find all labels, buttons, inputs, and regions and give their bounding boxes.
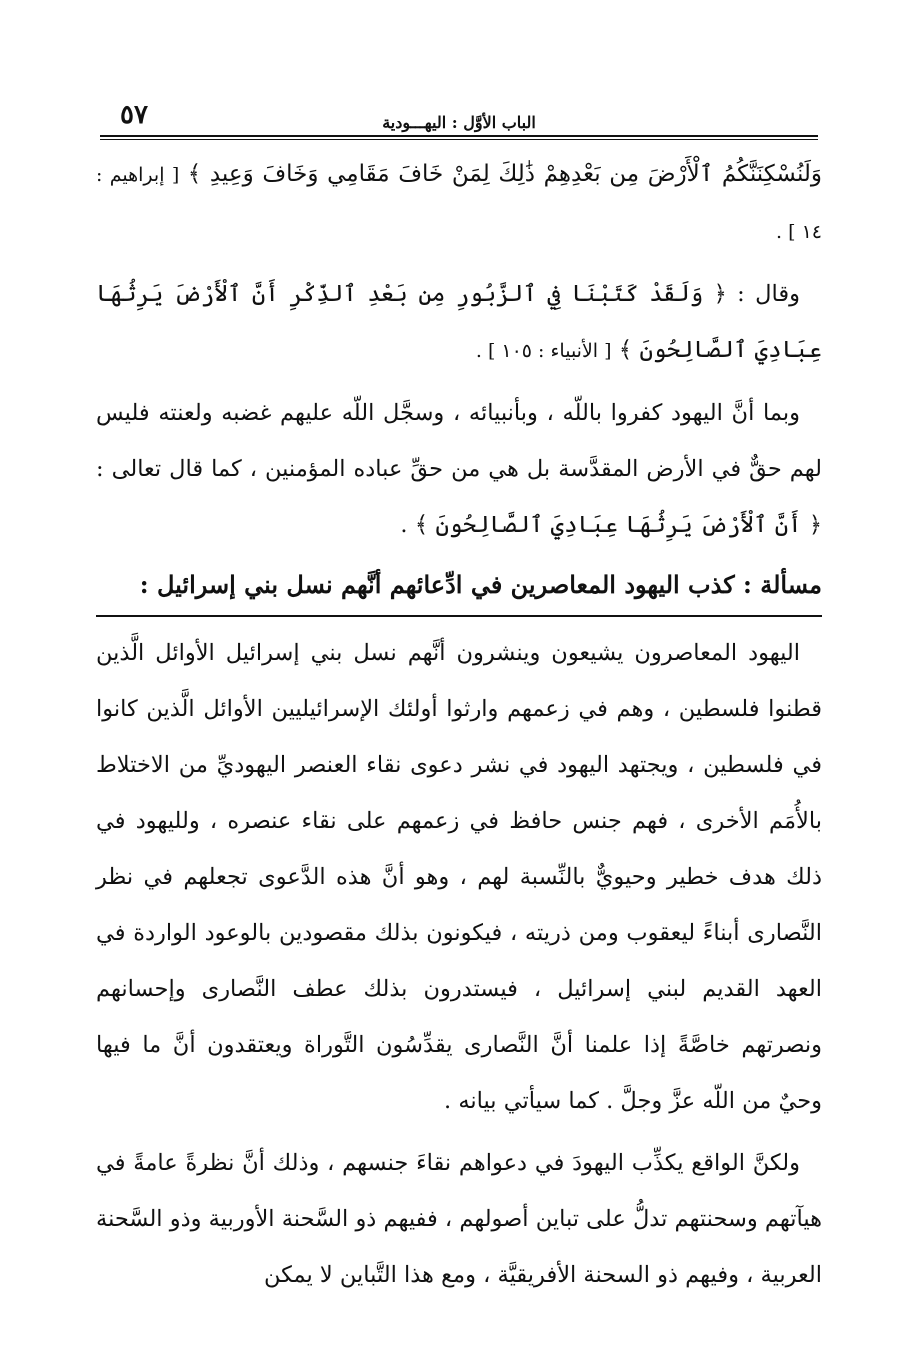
ayah-reference: [ الأنبياء : ١٠٥ ] . (475, 340, 612, 362)
running-title: الباب الأوَّل : اليهـــودية (382, 113, 536, 132)
paragraph-land-right (96, 385, 822, 553)
ayah-text: أَنَّ ٱلْأَرْضَ يَرِثُهَا عِبَادِيَ ٱلصَّالِحُونَ ﴾ (414, 512, 802, 538)
quote-intro: وقال : ﴿ (713, 281, 800, 307)
paragraph-text: وبما أنَّ اليهود كفروا باللّه ، وبأنبيائه ، وسجَّل اللّه عليهم غضبه ولعنته فليس لهم حقٌّ في الأرض المقدَّسة بل هي من حقِّ عباده المؤمنين ، كما قال تعالى : ﴿ (96, 400, 822, 538)
header-rule (100, 135, 818, 140)
page-body (96, 146, 822, 1309)
quran-quote-anbiya (96, 266, 822, 379)
page-number: ٥٧ (120, 100, 148, 130)
ayah-text: وَلَنُسْكِنَنَّكُمُ ٱلْأَرْضَ مِن بَعْدِهِمْ ذَٰلِكَ لِمَنْ خَافَ مَقَامِي وَخَافَ وَعِيدِ ﴾ (187, 161, 823, 187)
ayah-text: وَلَقَدْ كَتَبْنَا فِي ٱلزَّبُورِ مِن بَعْدِ ٱلذِّكْرِ أَنَّ ٱلْأَرْضَ يَرِثُهَا عِبَادِيَ ٱلصَّالِحُونَ ﴾ (96, 281, 822, 363)
paragraph: ولكنَّ الواقع يكذِّب اليهودَ في دعواهم نقاءَ جنسهم ، وذلك أنَّ نظرةً عامةً في هيآتهم وسحنتهم تدلُّ على تباين أصولهم ، ففيهم ذو السَّحنة الأوربية وذو السَّحنة العربية ، وفيهم ذو السحنة الأفريقيَّة ، ومع هذا التَّباين لا يمكن (96, 1150, 822, 1288)
quran-quote-ibrahim (96, 146, 822, 260)
paragraph-tail: . (400, 512, 408, 538)
page-header (100, 96, 818, 132)
paragraph: اليهود المعاصرون يشيعون وينشرون أنَّهم نسل بني إسرائيل الأوائل الَّذين قطنوا فلسطين ، وهم في زعمهم وارثوا أولئك الإسرائيليين الأوائل الَّذين كانوا في فلسطين ، ويجتهد اليهود في نشر دعوى نقاء العنصر اليهوديِّ من الاختلاط بالأُمَم الأخرى ، فهم جنس حافظ في زعمهم على نقاء عنصره ، ولليهود في ذلك هدف خطير وحيويٌّ بالنِّسبة لهم ، وهو أنَّ هذه الدَّعوى تجعلهم في نظر النَّصارى أبناءً ليعقوب ومن ذريته ، فيكونون بذلك مقصودين بالوعود الواردة في العهد القديم لبني إسرائيل ، فيستدرون بذلك عطف النَّصارى وإحسانهم ونصرتهم خاصَّةً إذا علمنا أنَّ النَّصارى يقدِّسُون التَّوراة ويعتقدون أنَّ ما فيها وحيٌ من اللّه عزَّ وجلَّ . كما سيأتي بيانه . (96, 640, 822, 1114)
ayah-reference: [ إبراهيم : ١٤ ] . (96, 164, 822, 243)
section-heading: مسألة : كذب اليهود المعاصرين في ادِّعائهم أنَّهم نسل بني إسرائيل : (96, 559, 822, 617)
